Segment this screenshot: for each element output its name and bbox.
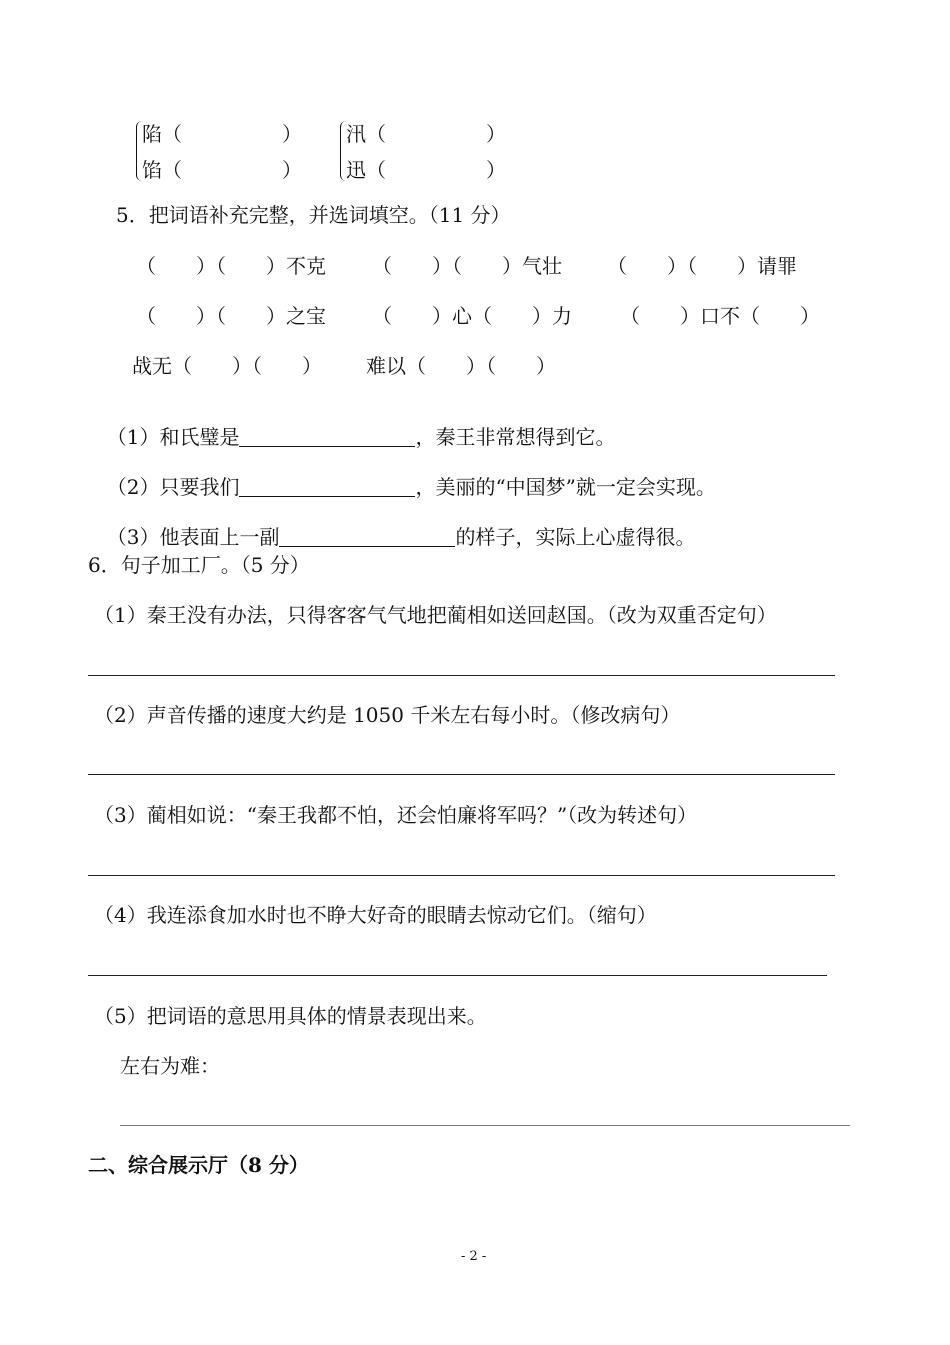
q6-sub-label: 左右为难： <box>120 1054 220 1078</box>
char-pair-2-bottom: 迅（ ） <box>346 158 506 182</box>
q5-word-3: （ ）（ ）请罪 <box>607 254 797 278</box>
q6-answer-line-3[interactable] <box>88 875 835 876</box>
q5-word-6: （ ）口不（ ） <box>620 304 820 328</box>
q5-fill-2-blank[interactable] <box>239 476 415 497</box>
q5-fill-1 <box>94 406 615 447</box>
q5-word-5: （ ）心（ ）力 <box>372 304 572 328</box>
q5-fill-2 <box>94 456 716 497</box>
q6-item-5: （5）把词语的意思用具体的情景表现出来。 <box>94 1004 487 1028</box>
char-pair-2-top: 汛（ ） <box>346 122 506 146</box>
q6-item-3: （3）蔺相如说：“秦王我都不怕，还会怕廉将军吗？”（改为转述句） <box>94 803 698 827</box>
q6-answer-line-4[interactable] <box>88 975 827 976</box>
q5-fill-3-after: 的样子，实际上心虚得很。 <box>455 525 696 549</box>
q6-title: 6．句子加工厂。（5 分） <box>88 553 310 577</box>
char-pair-1-bottom: 馅（ ） <box>142 158 302 182</box>
page-number: - 2 - <box>461 1249 487 1264</box>
q5-word-8: 难以（ ）（ ） <box>366 354 556 378</box>
q5-word-1: （ ）（ ）不克 <box>136 254 326 278</box>
q5-fill-1-blank[interactable] <box>239 426 415 447</box>
q5-word-2: （ ）（ ）气壮 <box>372 254 562 278</box>
q5-title: 5．把词语补充完整，并选词填空。（11 分） <box>116 203 511 227</box>
char-pair-1-top: 陷（ ） <box>142 122 302 146</box>
q6-item-1: （1）秦王没有办法，只得客客气气地把蔺相如送回赵国。（改为双重否定句） <box>94 603 777 627</box>
q5-word-7: 战无（ ）（ ） <box>132 354 322 378</box>
q5-fill-1-label: （1）和氏璧是 <box>106 425 240 449</box>
q5-fill-2-label: （2）只要我们 <box>106 475 240 499</box>
q5-fill-3 <box>94 506 695 547</box>
q6-item-4: （4）我连添食加水时也不睁大好奇的眼睛去惊动它们。（缩句） <box>94 903 657 927</box>
q5-word-4: （ ）（ ）之宝 <box>136 304 326 328</box>
q5-fill-1-after: ，秦王非常想得到它。 <box>415 425 616 449</box>
q6-item-2: （2）声音传播的速度大约是 1050 千米左右每小时。（修改病句） <box>94 703 681 727</box>
q5-fill-3-blank[interactable] <box>279 526 455 547</box>
q6-answer-line-1[interactable] <box>88 675 835 676</box>
q6-answer-line-5[interactable] <box>120 1125 850 1126</box>
q5-fill-2-after: ，美丽的“中国梦”就一定会实现。 <box>415 475 716 499</box>
section-2-title: 二、综合展示厅（8 分） <box>88 1153 309 1177</box>
q6-answer-line-2[interactable] <box>88 774 835 775</box>
q5-fill-3-label: （3）他表面上一副 <box>106 525 280 549</box>
